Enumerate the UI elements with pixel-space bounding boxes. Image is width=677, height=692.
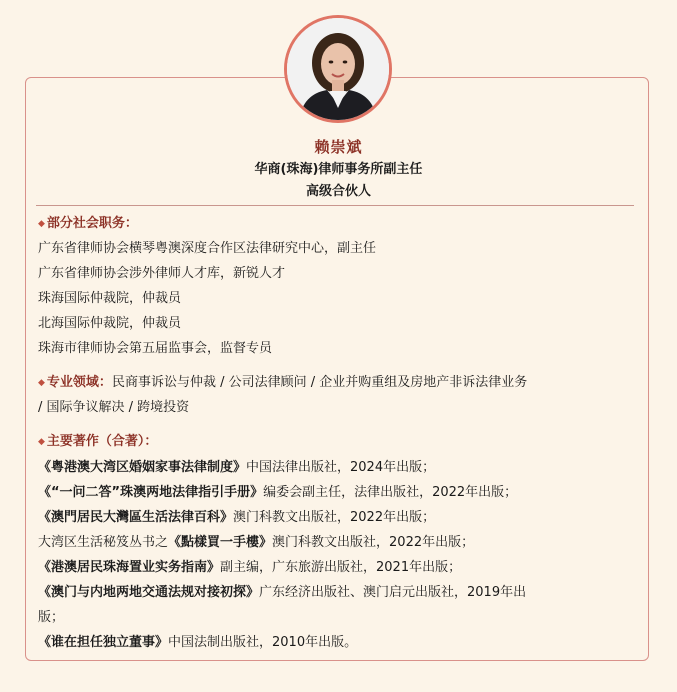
publications-heading: ◆ 主要著作（合著）： bbox=[38, 434, 158, 449]
person-position: 高级合伙人 bbox=[305, 184, 371, 199]
publication-title: 《粤港澳大湾区婚姻家事法律制度》 bbox=[38, 460, 247, 475]
practice-areas-line1: 民商事诉讼与仲裁 / 公司法律顾问 / 企业并购重组及房地产非诉法律业务 bbox=[111, 375, 528, 390]
person-name: 赖崇斌 bbox=[314, 138, 363, 156]
publication-title: 《點樣買一手樓》 bbox=[168, 535, 273, 550]
publication-title: 《港澳居民珠海置业实务指南》 bbox=[38, 560, 221, 575]
practice-areas-line2: / 国际争议解决 / 跨境投资 bbox=[38, 400, 190, 415]
practice-heading: ◆ 专业领域：民商事诉讼与仲裁 / 公司法律顾问 / 企业并购重组及房地产非诉法律业务 bbox=[38, 375, 528, 390]
position-item: 珠海国际仲裁院，仲裁员 bbox=[38, 291, 182, 306]
publication-item: 《澳門居民大灣區生活法律百科》澳门科教文出版社，2022年出版； bbox=[38, 510, 436, 525]
publication-item: 《“一问二答”珠澳两地法律指引手册》编委会副主任，法律出版社，2022年出版； bbox=[38, 485, 518, 500]
person-title: 华商(珠海)律师事务所副主任 bbox=[254, 162, 423, 177]
publication-item: 《港澳居民珠海置业实务指南》副主编，广东旅游出版社，2021年出版； bbox=[38, 560, 462, 575]
publication-item: 大湾区生活秘笈丛书之《點樣買一手樓》澳门科教文出版社，2022年出版； bbox=[38, 535, 475, 550]
publication-item: 《澳门与内地两地交通法规对接初探》广东经济出版社、澳门启元出版社，2019年出 bbox=[38, 585, 527, 600]
position-item: 广东省律师协会横琴粤澳深度合作区法律研究中心，副主任 bbox=[38, 241, 377, 256]
publication-item: 《谁在担任独立董事》中国法制出版社，2010年出版。 bbox=[38, 635, 358, 650]
publication-title: 《澳门与内地两地交通法规对接初探》 bbox=[38, 585, 260, 600]
publication-title: 《澳門居民大灣區生活法律百科》 bbox=[38, 510, 234, 525]
diamond-bullet-icon: ◆ bbox=[38, 378, 45, 388]
publication-item-continuation: 版； bbox=[38, 610, 65, 625]
position-item: 广东省律师协会涉外律师人才库，新锐人才 bbox=[38, 266, 286, 281]
publication-title: 《谁在担任独立董事》 bbox=[38, 635, 169, 650]
publication-title: 《“一问二答”珠澳两地法律指引手册》 bbox=[38, 485, 264, 500]
positions-heading: ◆ 部分社会职务： bbox=[38, 216, 138, 231]
avatar bbox=[284, 15, 392, 123]
avatar-photo bbox=[287, 18, 389, 120]
diamond-bullet-icon: ◆ bbox=[38, 437, 45, 447]
position-item: 北海国际仲裁院，仲裁员 bbox=[38, 316, 182, 331]
publication-item: 《粤港澳大湾区婚姻家事法律制度》中国法律出版社，2024年出版； bbox=[38, 460, 436, 475]
position-item: 珠海市律师协会第五届监事会，监督专员 bbox=[38, 341, 273, 356]
diamond-bullet-icon: ◆ bbox=[38, 219, 45, 229]
header-divider bbox=[36, 205, 634, 206]
